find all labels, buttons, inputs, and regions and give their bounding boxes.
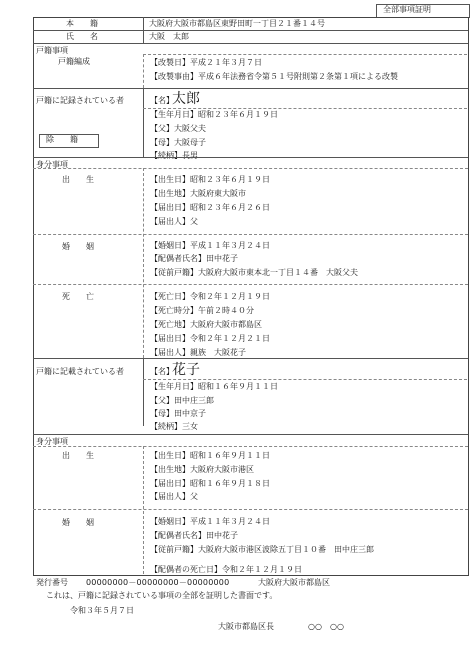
certificate-label: 全部事項証明 — [383, 5, 431, 14]
person2-marriage-line-2: 【配偶者氏名】田中花子 — [150, 531, 238, 540]
person1-death-line-3: 【死亡地】大阪府大阪市都島区 — [150, 320, 262, 329]
person1-name-tag: 【名】 — [150, 96, 174, 105]
person2-line-4: 【続柄】三女 — [150, 422, 198, 431]
person1-birth-top — [33, 168, 468, 169]
person1-marriage-line-3: 【従前戸籍】大阪府大阪市東本北一丁目１４番 大阪父夫 — [150, 268, 358, 277]
person2-line-2: 【父】田中庄三郎 — [150, 396, 214, 405]
shimei-label: 氏 名 — [66, 32, 98, 41]
person2-name-tag: 【名】 — [150, 367, 174, 376]
koseki-jiko-col-divider — [143, 54, 144, 88]
person2-birth-line-4: 【届出人】父 — [150, 492, 198, 501]
person1-birth-line-4: 【届出人】父 — [150, 217, 198, 226]
person2-marriage-line-3: 【従前戸籍】大阪府大阪市港区波除五丁目１０番 田中庄三郎 — [150, 545, 374, 554]
header-mid-divider — [33, 30, 468, 31]
person1-marriage-line-2: 【配偶者氏名】田中花子 — [150, 254, 238, 263]
person2-name-underline — [143, 379, 467, 380]
removed-label: 除 籍 — [46, 135, 78, 144]
person2-birth-top — [33, 446, 468, 447]
person1-birth-line-3: 【届出日】昭和２３年６月２６日 — [150, 203, 270, 212]
person1-death-line-4: 【届出日】令和２年１２月２１日 — [150, 334, 270, 343]
person2-col-divider — [143, 358, 144, 426]
shimei-value: 大阪 太郎 — [149, 32, 189, 41]
person2-line-3: 【母】田中京子 — [150, 409, 206, 418]
person2-birth-line-3: 【届出日】昭和１６年９月１８日 — [150, 479, 270, 488]
person2-birth-label: 出 生 — [62, 451, 94, 460]
person1-top-divider — [33, 88, 468, 89]
koseki-jiko-divider — [143, 54, 467, 55]
person2-section-label: 戸籍に記載されている者 — [36, 367, 124, 376]
person1-col-divider — [143, 88, 144, 157]
person1-mibun-divider — [33, 157, 468, 158]
person1-birth-line-1: 【出生日】昭和２３年６月１９日 — [150, 175, 270, 184]
person1-mibun-col-divider — [143, 168, 144, 358]
issue-date: 令和３年５月７日 — [70, 606, 134, 615]
honseki-label: 本 籍 — [66, 19, 98, 28]
person1-name: 太郎 — [172, 91, 200, 107]
person1-marriage-line-1: 【婚姻日】平成１１年３月２４日 — [150, 241, 270, 250]
honseki-value: 大阪府大阪市都島区東野田町一丁目２１番１４号 — [149, 19, 325, 28]
person1-name-underline — [143, 108, 467, 109]
person1-section-label: 戸籍に記録されている者 — [36, 96, 124, 105]
person1-marriage-top — [33, 234, 468, 235]
person1-death-label: 死 亡 — [62, 292, 94, 301]
header-bottom-divider — [33, 43, 468, 44]
person2-marriage-top — [33, 509, 468, 510]
person2-marriage-label: 婚 姻 — [62, 518, 94, 527]
hakko-office: 大阪府大阪市都島区 — [258, 578, 330, 587]
person2-birth-line-1: 【出生日】昭和１６年９月１１日 — [150, 451, 270, 460]
person2-marriage-line-5: 【配偶者の死亡日】令和２年１２月１９日 — [150, 565, 302, 574]
person2-name: 花子 — [172, 362, 200, 378]
hakko-label: 発行番号 — [36, 578, 68, 587]
person1-birth-line-2: 【出生地】大阪府東大阪市 — [150, 189, 246, 198]
person1-death-line-2: 【死亡時分】午前２時４０分 — [150, 306, 254, 315]
person1-death-line-5: 【届出人】親族 大阪花子 — [150, 348, 246, 357]
koseki-jiko-line-1: 【改製日】平成２１年３月７日 — [150, 58, 262, 67]
mayor-title: 大阪市都島区長 — [218, 622, 274, 631]
person1-line-3: 【母】大阪母子 — [150, 138, 206, 147]
person1-line-2: 【父】大阪父夫 — [150, 124, 206, 133]
person2-top-divider — [33, 358, 468, 359]
hakko-number: 00000000－00000000－00000000 — [86, 578, 230, 587]
koseki-jiko-sub: 戸籍編成 — [58, 57, 90, 66]
person1-line-1: 【生年月日】昭和２３年６月１９日 — [150, 110, 278, 119]
koseki-jiko-title: 戸籍事項 — [36, 46, 68, 55]
person2-mibun-divider — [33, 434, 468, 435]
person1-birth-label: 出 生 — [62, 175, 94, 184]
person1-line-4: 【続柄】長男 — [150, 151, 198, 160]
person2-marriage-line-1: 【婚姻日】平成１１年３月２４日 — [150, 517, 270, 526]
person1-death-top — [33, 284, 468, 285]
certification-statement: これは、戸籍に記録されている事項の全部を証明した書面です。 — [46, 591, 278, 600]
person1-death-line-1: 【死亡日】令和２年１２月１９日 — [150, 292, 270, 301]
person2-mibun-col-divider — [143, 446, 144, 574]
person2-birth-line-2: 【出生地】大阪府大阪市港区 — [150, 465, 254, 474]
person2-mibun-title: 身分事項 — [36, 437, 68, 446]
mayor-name: ○○ ○○ — [308, 622, 344, 631]
koseki-jiko-line-2: 【改製事由】平成６年法務省令第５１号附則第２条第１項による改製 — [150, 72, 398, 81]
person2-line-1: 【生年月日】昭和１６年９月１１日 — [150, 382, 278, 391]
person1-mibun-title: 身分事項 — [36, 160, 68, 169]
person1-marriage-label: 婚 姻 — [62, 242, 94, 251]
